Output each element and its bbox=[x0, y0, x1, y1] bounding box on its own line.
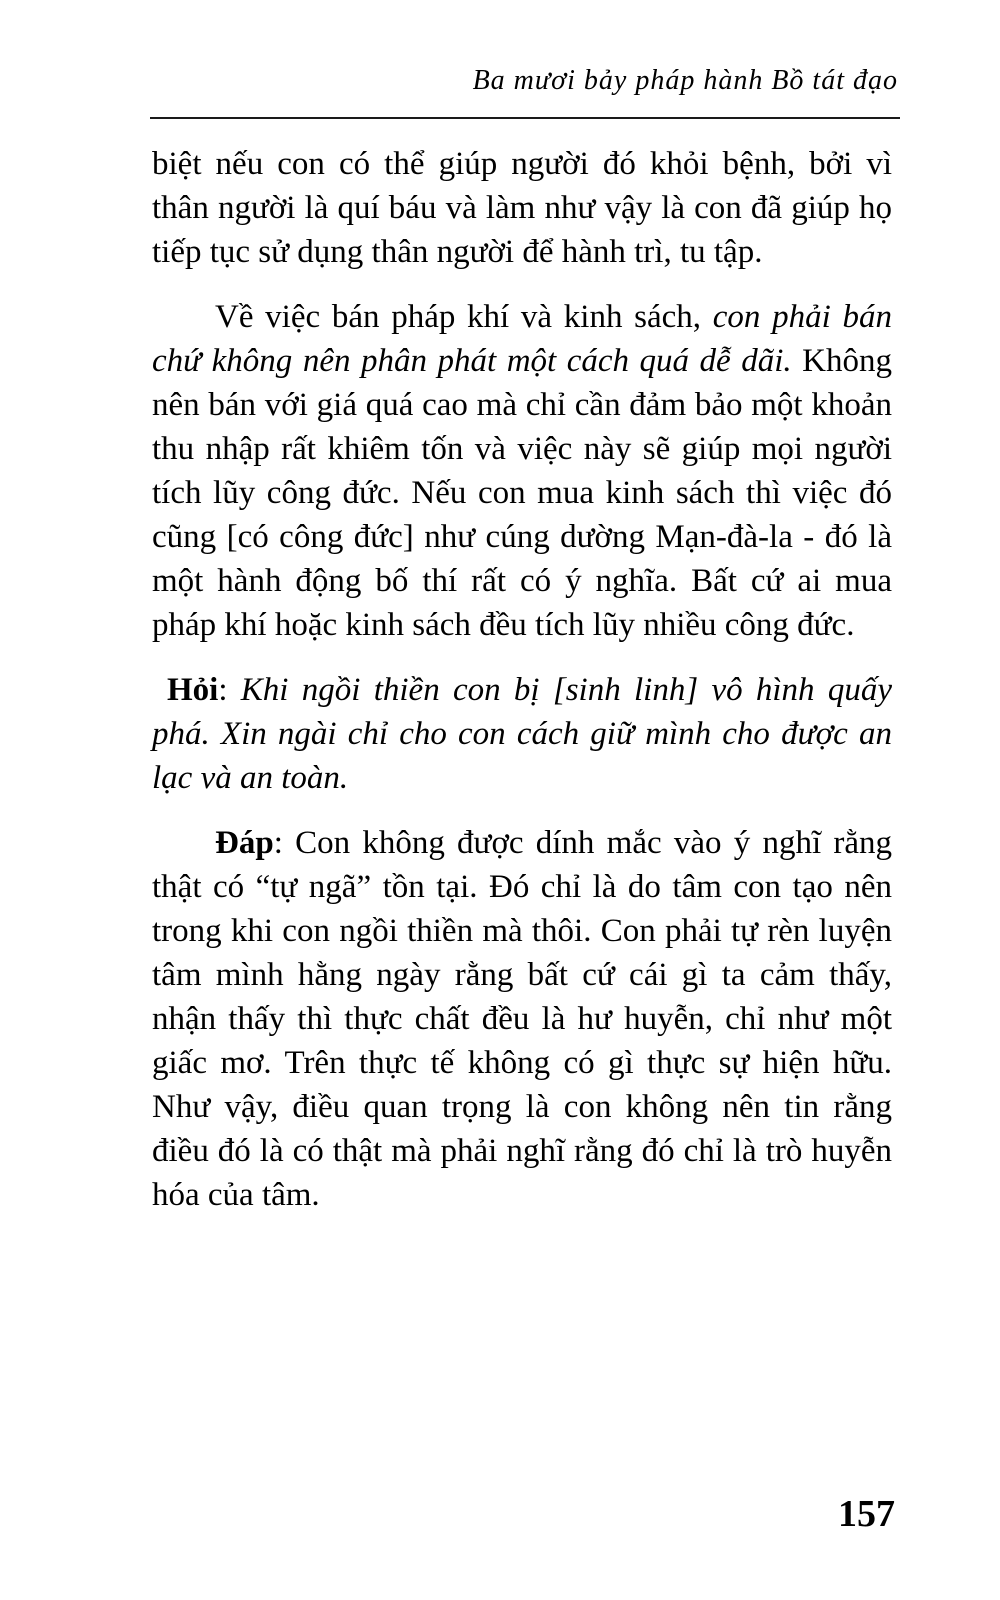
text-segment: biệt nếu con có thể giúp người đó khỏi bệnh, bởi vì thân người là quí báu và làm như vậy là con đã giúp họ tiếp tục sử dụng thân người để hành trì, tu tập. bbox=[152, 146, 892, 270]
running-header bbox=[150, 64, 898, 98]
page-body bbox=[152, 142, 892, 1217]
page-number: 157 bbox=[838, 1493, 895, 1535]
question-label: Hỏi bbox=[167, 672, 219, 708]
question-text: Khi ngồi thiền con bị [sinh linh] vô hình quấy phá. Xin ngài chỉ cho con cách giữ mình cho được an lạc và an toàn. bbox=[152, 672, 892, 796]
paragraph-question bbox=[152, 668, 892, 800]
text-segment: Về việc bán pháp khí và kinh sách, bbox=[215, 299, 713, 335]
answer-text: : Con không được dính mắc vào ý nghĩ rằng thật có “tự ngã” tồn tại. Đó chỉ là do tâm con tạo nên trong khi con ngồi thiền mà thôi. Con phải tự rèn luyện tâm mình hằng ngày rằng bất cứ cái gì ta cảm thấy, nhận thấy thì thực chất đều là hư huyễn, chỉ như một giấc mơ. Trên thực tế không có gì thực sự hiện hữu. Như vậy, điều quan trọng là con không nên tin rằng điều đó là có thật mà phải nghĩ rằng đó chỉ là trò huyễn hóa của tâm. bbox=[152, 825, 892, 1213]
text-segment: Không nên bán với giá quá cao mà chỉ cần đảm bảo một khoản thu nhập rất khiêm tốn và việc này sẽ giúp mọi người tích lũy công đức. Nếu con mua kinh sách thì việc đó cũng [có công đức] như cúng dường Mạn-đà-la - đó là một hành động bố thí rất có ý nghĩa. Bất cứ ai mua pháp khí hoặc kinh sách đều tích lũy nhiều công đức. bbox=[152, 343, 892, 643]
paragraph-selling-dharma-items bbox=[152, 295, 892, 647]
header-rule bbox=[150, 117, 900, 119]
paragraph-answer bbox=[152, 821, 892, 1217]
text-segment-italic: con phải bán chứ không nên phân phát một cách quá dễ dãi. bbox=[152, 299, 892, 379]
paragraph-continuation bbox=[152, 142, 892, 274]
running-header-title: Ba mươi bảy pháp hành Bồ tát đạo bbox=[472, 65, 898, 96]
answer-label: Đáp bbox=[215, 825, 274, 861]
text-segment: : bbox=[218, 672, 241, 708]
